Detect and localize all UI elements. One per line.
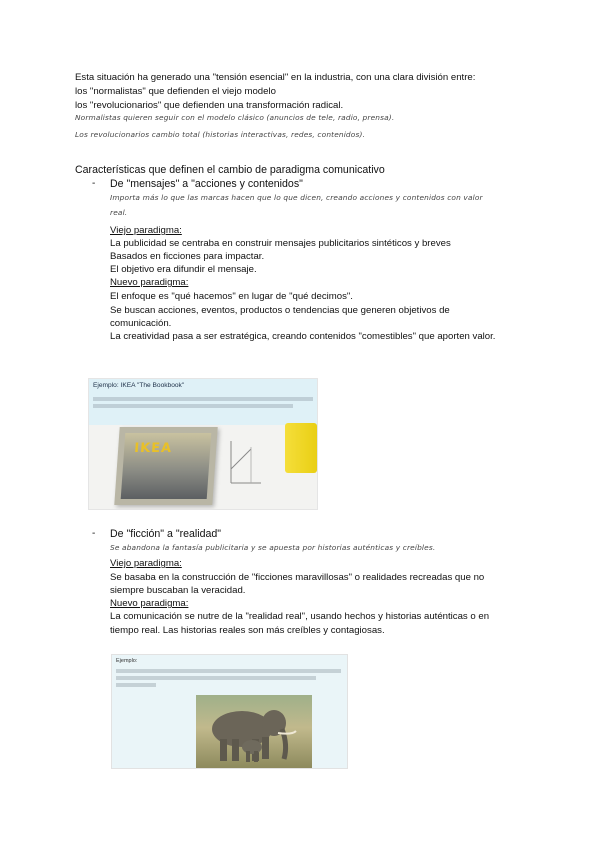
juice-glass <box>285 423 317 473</box>
blurred-caption-text-2 <box>116 676 316 680</box>
bullet-marker: - <box>92 178 96 189</box>
section-heading: Características que definen el cambio de paradigma comunicativo <box>75 164 385 176</box>
item1-old-line-1: La publicidad se centraba en construir mensajes publicitarios sintéticos y breves <box>110 238 451 249</box>
item2-new-line-1: La comunicación se nutre de la "realidad real", usando hechos y historias auténticas o en <box>110 611 490 622</box>
item2-handwritten-line-1: Se abandona la fantasía publicitaria y se apuesta por historias auténticas y creíbles. <box>110 543 436 552</box>
blurred-caption-text-3 <box>116 683 156 687</box>
elephant-icon <box>196 695 312 768</box>
blurred-caption-text-1 <box>116 669 341 673</box>
bullet-marker: - <box>92 528 96 539</box>
item1-old-label: Viejo paradigma: <box>110 225 182 236</box>
book-cover <box>114 427 217 505</box>
item2-title: De "ficción" a "realidad" <box>110 528 222 540</box>
item1-old-line-2: Basados en ficciones para impactar. <box>110 251 265 262</box>
item2-old-label: Viejo paradigma: <box>110 558 182 569</box>
blurred-caption-text-2 <box>93 404 293 408</box>
item1-old-line-3: El objetivo era difundir el mensaje. <box>110 264 257 275</box>
intro-line-2: los "normalistas" que defienden el viejo modelo <box>75 86 276 97</box>
item1-new-line-2: Se buscan acciones, eventos, productos o tendencias que generen objetivos de <box>110 305 450 316</box>
diagram-sketch <box>223 439 263 489</box>
item1-new-line-4: La creatividad pasa a ser estratégica, creando contenidos "comestibles" que aporten valor. <box>110 331 496 342</box>
elephant-photo <box>196 695 312 768</box>
blurred-caption-text-1 <box>93 397 313 401</box>
intro-line-1: Esta situación ha generado una "tensión esencial" en la industria, con una clara división entre: <box>75 72 476 83</box>
item1-new-label: Nuevo paradigma: <box>110 277 189 288</box>
handwritten-note-1: Normalistas quieren seguir con el modelo clásico (anuncios de tele, radio, prensa). <box>75 113 395 122</box>
item1-handwritten-line-2: real. <box>110 208 128 217</box>
item1-new-line-3: comunicación. <box>110 318 172 329</box>
item1-new-line-1: El enfoque es "qué hacemos" en lugar de "qué decimos". <box>110 291 353 302</box>
item2-old-line-2: siempre buscaban la veracidad. <box>110 585 246 596</box>
intro-line-3: los "revolucionarios" que defienden una transformación radical. <box>75 100 344 111</box>
ikea-bookbook-image <box>88 378 318 510</box>
item2-new-line-2: tiempo real. Las historias reales son más creíbles y contagiosas. <box>110 625 385 636</box>
handwritten-note-2: Los revolucionarios cambio total (historias interactivas, redes, contenidos). <box>75 130 365 139</box>
item1-handwritten-line-1: Importa más lo que las marcas hacen que lo que dicen, creando acciones y contenidos con valor <box>110 193 483 202</box>
item2-old-line-1: Se basaba en la construcción de "ficciones maravillosas" o realidades recreadas que no <box>110 572 485 583</box>
item1-title: De "mensajes" a "acciones y contenidos" <box>110 178 303 190</box>
elephant-example-image <box>111 654 348 769</box>
item2-new-label: Nuevo paradigma: <box>110 598 189 609</box>
image-caption-title: Ejemplo: IKEA "The Bookbook" <box>93 382 185 389</box>
image-caption-title: Ejemplo: <box>116 658 138 664</box>
book-logo: IKEA <box>133 441 173 456</box>
